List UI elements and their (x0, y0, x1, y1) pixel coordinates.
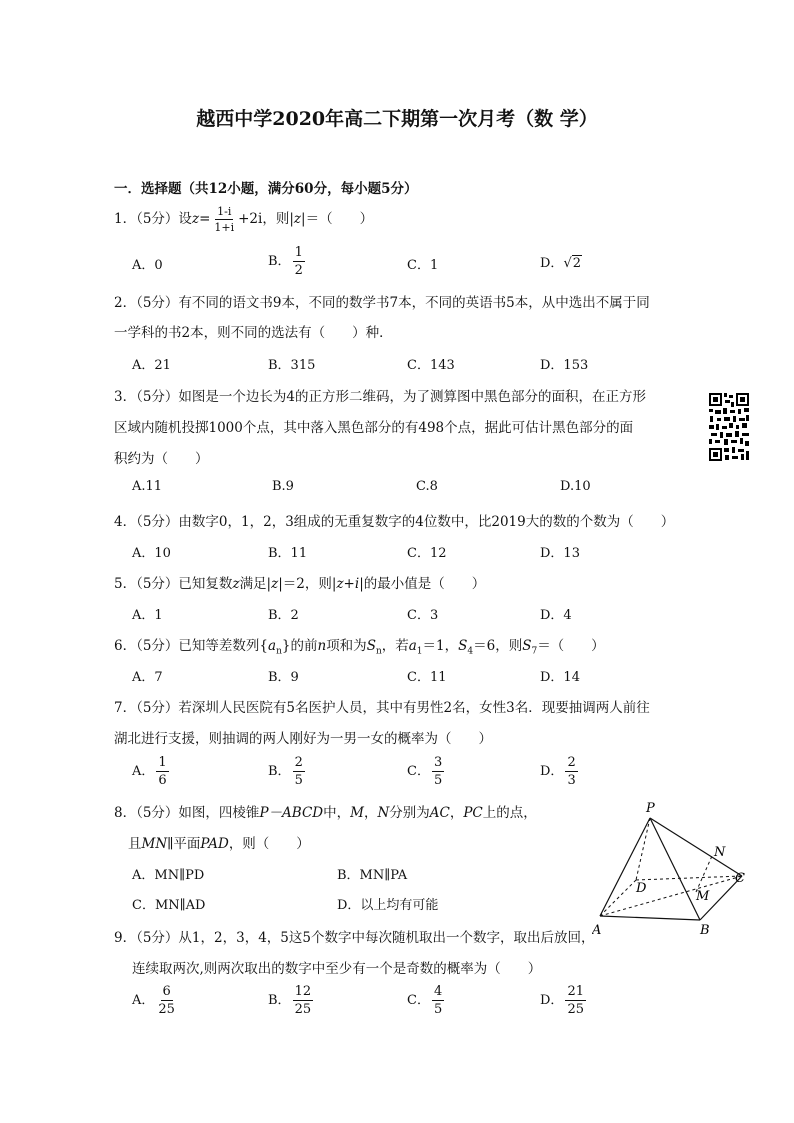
option-a: A．10 (132, 546, 171, 561)
option-a: A．0 (132, 258, 163, 273)
question-7-line-2: 湖北进行支援，则抽调的两人刚好为一男一女的概率为（ ） (114, 731, 492, 747)
option-a: A．7 (132, 670, 163, 685)
label-p: P (646, 801, 655, 816)
question-9-line-1: 9．（5分）从1，2，3，4，5这5个数字中每次随机取出一个数字，取出后放回， (114, 930, 595, 946)
question-4-line-1: 4．（5分）由数字0，1，2，3组成的无重复数字的4位数中，比2019大的数的个数为（ ） (114, 514, 675, 530)
option-b: B．315 (268, 358, 316, 373)
question-5-line-1: 5．（5分）已知复数z满足|z|＝2，则|z+i|的最小值是（ ） (114, 576, 486, 592)
label-a: A (592, 923, 602, 936)
question-3-line-2: 区域内随机投掷1000个点，其中落入黑色部分的有498个点，据此可估计黑色部分的面 (114, 420, 634, 436)
option-d: D．153 (540, 358, 589, 373)
option-a: A．21 (132, 358, 171, 373)
option-b: B．MN∥PA (337, 868, 408, 883)
label-c: C (735, 871, 745, 886)
option-a: A． $\frac{1}{6}$ (132, 755, 167, 788)
option-d: D．√2 (540, 256, 582, 271)
option-c: C.8 (416, 479, 438, 494)
qr-code-image (708, 392, 750, 462)
label-b: B (700, 923, 710, 936)
question-7-line-1: 7．（5分）若深圳人民医院有5名医护人员，其中有男性2名，女性3名．现要抽调两人前往 (114, 700, 650, 716)
option-b: B.9 (272, 479, 294, 494)
option-a: A．1 (132, 608, 163, 623)
pyramid-figure (592, 796, 752, 936)
fraction: $\frac{1-i}{1+i}$ (214, 205, 235, 234)
option-c: C． $\frac{4}{5}$ (407, 984, 443, 1017)
option-d: D．以上均有可能 (337, 898, 439, 913)
option-c: C．11 (407, 670, 447, 685)
option-c: C．MN∥AD (132, 898, 206, 913)
option-a: A． $\frac{6}{25}$ (132, 984, 175, 1017)
option-d: D．4 (540, 608, 572, 623)
option-d: D． $\frac{21}{25}$ (540, 984, 584, 1017)
option-a: A．MN∥PD (132, 868, 205, 883)
option-c: C．1 (407, 258, 439, 273)
question-3-line-3: 积约为（ ） (114, 451, 209, 467)
option-b: B．11 (268, 546, 308, 561)
option-c: C．3 (407, 608, 439, 623)
label-d: D (636, 881, 647, 896)
option-d: D．13 (540, 546, 580, 561)
option-b: B．2 (268, 608, 299, 623)
question-8-line-1: 8．（5分）如图，四棱锥P－ABCD中，M，N分别为AC，PC上的点， (114, 805, 537, 821)
option-b: B．9 (268, 670, 299, 685)
question-9-line-2: 连续取两次,则两次取出的数字中至少有一个是奇数的概率为（ ） (132, 961, 542, 977)
question-3-line-1: 3．（5分）如图是一个边长为4的正方形二维码，为了测算图中黑色部分的面积，在正方形 (114, 389, 647, 405)
label-m: M (696, 889, 710, 904)
question-8-line-2: 且MN∥平面PAD，则（ ） (128, 836, 310, 852)
question-2-line-1: 2．（5分）有不同的语文书9本，不同的数学书7本，不同的英语书5本，从中选出不属于同 (114, 295, 650, 311)
option-b: B． $\frac{2}{5}$ (268, 755, 303, 788)
page-title: 越西中学2020年高二下期第一次月考（数 学） (196, 108, 598, 130)
option-d: D.10 (560, 479, 591, 494)
option-c: C．143 (407, 358, 455, 373)
option-a: A.11 (132, 479, 163, 494)
option-c: C．12 (407, 546, 447, 561)
question-2-line-2: 一学科的书2本，则不同的选法有（ ）种． (114, 325, 393, 341)
section-heading: 一．选择题（共12小题，满分60分，每小题5分） (114, 181, 418, 197)
option-d: D．14 (540, 670, 580, 685)
question-1-stem: 1．（5分）设z= $\frac{1-i}{1+i}$ +2i，则|z|＝（ ） (114, 205, 374, 234)
option-d: D． $\frac{2}{3}$ (540, 755, 576, 788)
option-b: B． $\frac{1}{2}$ (268, 245, 303, 278)
option-c: C． $\frac{3}{5}$ (407, 755, 443, 788)
label-n: N (714, 845, 726, 860)
option-b: B． $\frac{12}{25}$ (268, 984, 312, 1017)
question-6-line-1: 6．（5分）已知等差数列$\{a_n\}$的前n项和为$S_n$，若$a_1=1$，$S_4=6$，则$S_7=$（ ） (114, 638, 605, 657)
